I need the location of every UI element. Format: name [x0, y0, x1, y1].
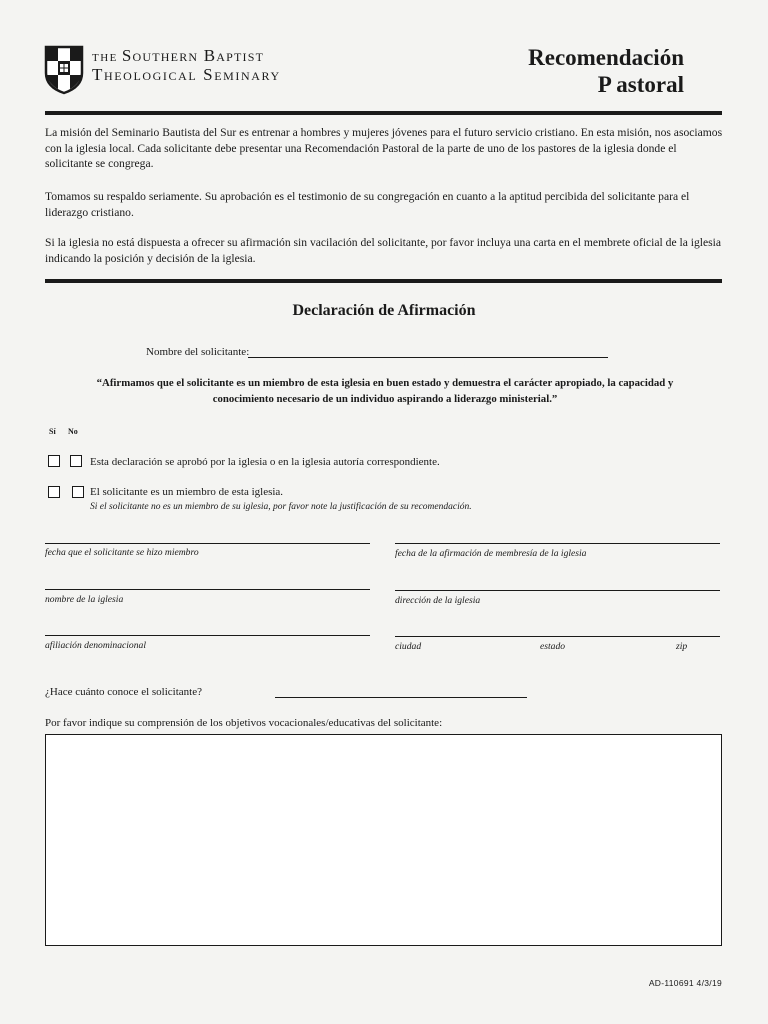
- intro-paragraph-2: Tomamos su respaldo seriamente. Su aprobación es el testimonio de su congregación en cuanto a la aptitud percibida del solicitante para el liderazgo cristiano.: [45, 190, 690, 219]
- goals-textarea[interactable]: [45, 734, 722, 946]
- item2-note: Si el solicitante no es un miembro de su iglesia, por favor note la justificación de su recomendación.: [90, 502, 472, 512]
- item2-yes-checkbox[interactable]: [48, 486, 60, 498]
- item1-no-checkbox[interactable]: [70, 455, 82, 467]
- shield-icon: [44, 45, 84, 95]
- form-code: AD-110691 4/3/19: [648, 978, 722, 988]
- item2-label: El solicitante es un miembro de esta iglesia.: [90, 486, 284, 498]
- seminary-name-2: Theological Seminary: [92, 65, 281, 84]
- affirmation-date-label: fecha de la afirmación de membresía de la iglesia: [395, 548, 587, 559]
- intro-paragraph-3: Si la iglesia no está dispuesta a ofrecer su afirmación sin vacilación del solicitante, por favor incluya una carta en el membrete oficial de la iglesia indicando la posición y decisión de la iglesia.: [45, 236, 722, 265]
- affirmation-date-field[interactable]: [395, 543, 720, 544]
- title-line2: P astoral: [597, 72, 684, 97]
- city-label: ciudad: [395, 641, 422, 652]
- section-title: Declaración de Afirmación: [292, 302, 476, 319]
- yes-column-label: Sí: [49, 427, 56, 436]
- section-divider: [45, 279, 722, 283]
- intro-paragraph-1: La misión del Seminario Bautista del Sur es entrenar a hombres y mujeres jóvenes para el futuro servicio cristiano. En esta misión, nos asociamos con la iglesia local. Cada solicitante debe presentar una Recomendación Pastoral de la parte de uno de los pastores de la iglesia donde el solicitante se congrega.: [45, 126, 723, 170]
- seminary-name-1: Southern Baptist: [121, 46, 265, 65]
- applicant-name-label: Nombre del solicitante:: [146, 346, 250, 358]
- affirmation-quote: “Afirmamos que el solicitante es un miembro de esta iglesia en buen estado y demuestra el carácter apropiado, la capacidad y conocimiento necesario de un individuo aspirando a liderazgo ministerial.”: [96, 377, 674, 405]
- church-name-field[interactable]: [45, 589, 370, 590]
- zip-label: zip: [676, 641, 688, 652]
- denomination-label: afiliación denominacional: [45, 640, 146, 651]
- how-long-label: ¿Hace cuánto conoce el solicitante?: [45, 686, 202, 698]
- item1-label: Esta declaración se aprobó por la iglesia o en la iglesia autoría correspondiente.: [90, 456, 440, 468]
- church-address-field[interactable]: [395, 590, 720, 591]
- item2-no-checkbox[interactable]: [72, 486, 84, 498]
- denomination-field[interactable]: [45, 635, 370, 636]
- item1-yes-checkbox[interactable]: [48, 455, 60, 467]
- title-line1: Recomendación: [528, 45, 684, 70]
- city-state-zip-field[interactable]: [395, 636, 720, 637]
- goals-label: Por favor indique su comprensión de los objetivos vocacionales/educativas del solicitante:: [45, 717, 443, 729]
- how-long-field[interactable]: [275, 697, 527, 698]
- applicant-name-field[interactable]: [248, 357, 608, 358]
- church-name-label: nombre de la iglesia: [45, 594, 124, 605]
- state-label: estado: [540, 641, 566, 652]
- member-date-label: fecha que el solicitante se hizo miembro: [45, 547, 199, 558]
- church-address-label: dirección de la iglesia: [395, 595, 481, 606]
- seminary-shield-logo: [44, 45, 84, 95]
- header-divider: [45, 111, 722, 115]
- page-title: [528, 44, 684, 98]
- seminary-name-line1: [92, 46, 264, 66]
- seminary-the: THE: [92, 52, 118, 64]
- member-date-field[interactable]: [45, 543, 370, 544]
- no-column-label: No: [68, 427, 78, 436]
